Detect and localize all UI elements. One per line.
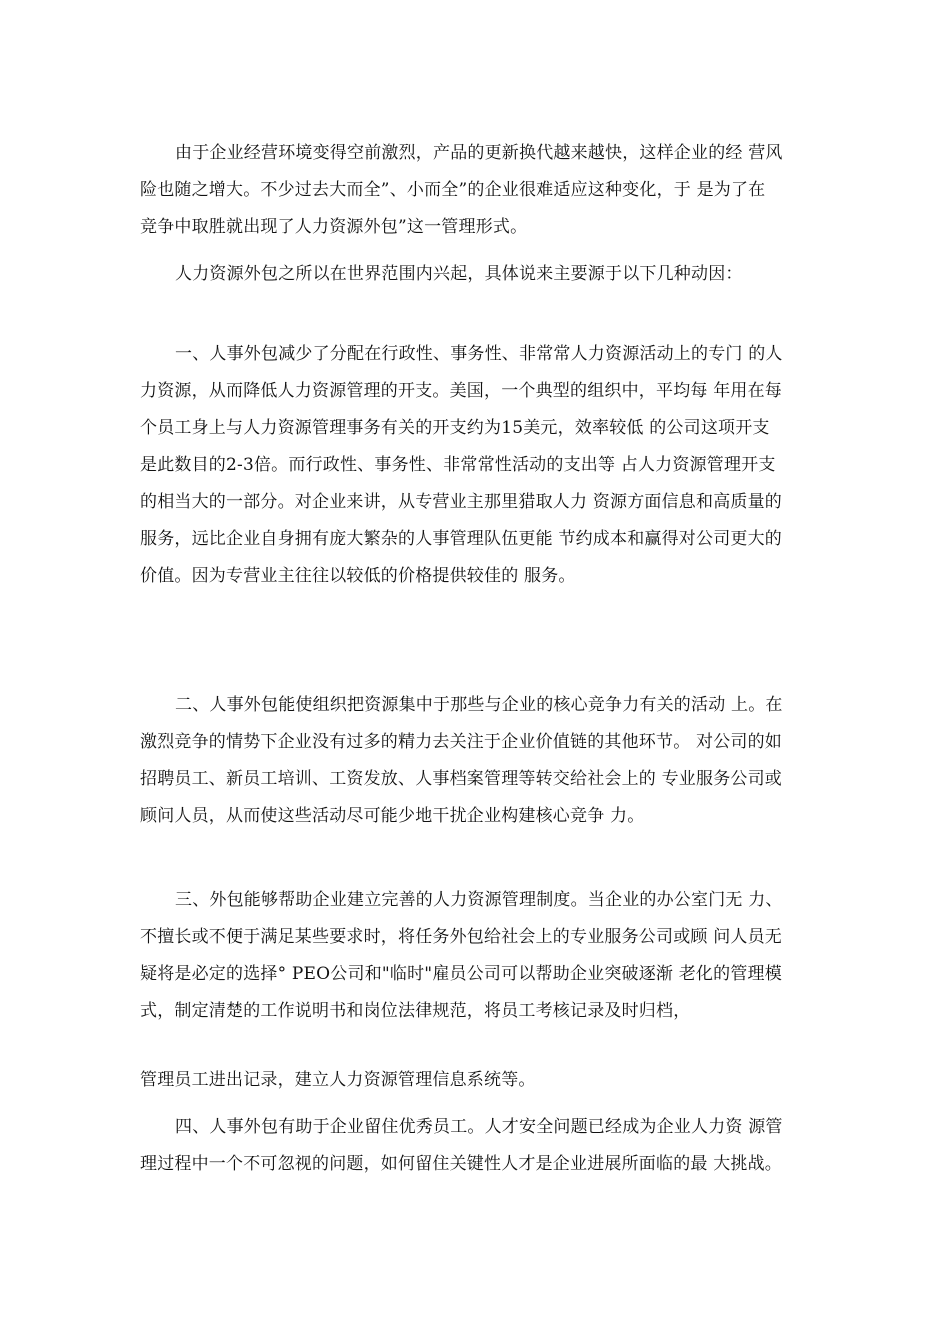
text-line: 力资源，从而降低人力资源管理的开支。美国，一个典型的组织中，平均每 年用在每 <box>140 381 783 401</box>
text-line: 管理员工进出记录，建立人力资源管理信息系统等。 <box>140 1070 536 1090</box>
text-line: 价值。因为专营业主往往以较低的价格提供较佳的 服务。 <box>140 566 576 586</box>
paragraph-reason-three <box>140 882 830 1030</box>
paragraph-reason-one <box>140 336 830 595</box>
paragraph-intro <box>140 135 830 246</box>
text-line: 四、人事外包有助于企业留住优秀员工。人才安全问题已经成为企业人力资 源管 <box>175 1117 783 1137</box>
text-line: 服务，远比企业自身拥有庞大繁杂的人事管理队伍更能 节约成本和赢得对公司更大的 <box>140 529 783 549</box>
text-line: 由于企业经营环境变得空前激烈，产品的更新换代越来越快，这样企业的经 营风 <box>175 143 783 163</box>
text-line: 疑将是必定的选择° PEO公司和"临时"雇员公司可以帮助企业突破逐渐 老化的管理模 <box>140 964 782 984</box>
text-line: 顾问人员，从而使这些活动尽可能少地干扰企业构建核心竞争 力。 <box>140 806 645 826</box>
text-line: 竞争中取胜就出现了人力资源外包”这一管理形式。 <box>140 217 528 237</box>
text-line: 式，制定清楚的工作说明书和岗位法律规范，将员工考核记录及时归档， <box>140 1001 691 1021</box>
text-line: 人力资源外包之所以在世界范围内兴起，具体说来主要源于以下几种动因： <box>175 264 743 284</box>
text-line: 招聘员工、新员工培训、工资发放、人事档案管理等转交给社会上的 专业服务公司或 <box>140 769 783 789</box>
text-line: 不擅长或不便于满足某些要求时，将任务外包给社会上的专业服务公司或顾 问人员无 <box>140 927 783 947</box>
paragraph-reason-two <box>140 687 830 835</box>
text-line: 理过程中一个不可忽视的问题，如何留住关键性人才是企业进展所面临的最 大挑战。 <box>140 1154 783 1174</box>
text-line: 的相当大的一部分。对企业来讲，从专营业主那里猎取人力 资源方面信息和高质量的 <box>140 492 783 512</box>
text-line: 一、人事外包减少了分配在行政性、事务性、非常常人力资源活动上的专门 的人 <box>175 344 783 364</box>
paragraph-reason-four <box>140 1109 830 1183</box>
paragraph-reason-three-continuation <box>140 1062 830 1099</box>
text-line: 个员工身上与人力资源管理事务有关的开支约为15美元，效率较低 的公司这项开支 <box>140 418 770 438</box>
text-line: 险也随之增大。不少过去大而全”、小而全”的企业很难适应这种变化，于 是为了在 <box>140 180 766 200</box>
text-line: 是此数目的2-3倍。而行政性、事务性、非常常性活动的支出等 占人力资源管理开支 <box>140 455 776 475</box>
text-line: 激烈竞争的情势下企业没有过多的精力去关注于企业价值链的其他环节。 对公司的如 <box>140 732 783 752</box>
paragraph-motives-intro <box>140 256 830 293</box>
text-line: 三、外包能够帮助企业建立完善的人力资源管理制度。当企业的办公室门无 力、 <box>175 890 783 910</box>
text-line: 二、人事外包能使组织把资源集中于那些与企业的核心竞争力有关的活动 上。在 <box>175 695 783 715</box>
